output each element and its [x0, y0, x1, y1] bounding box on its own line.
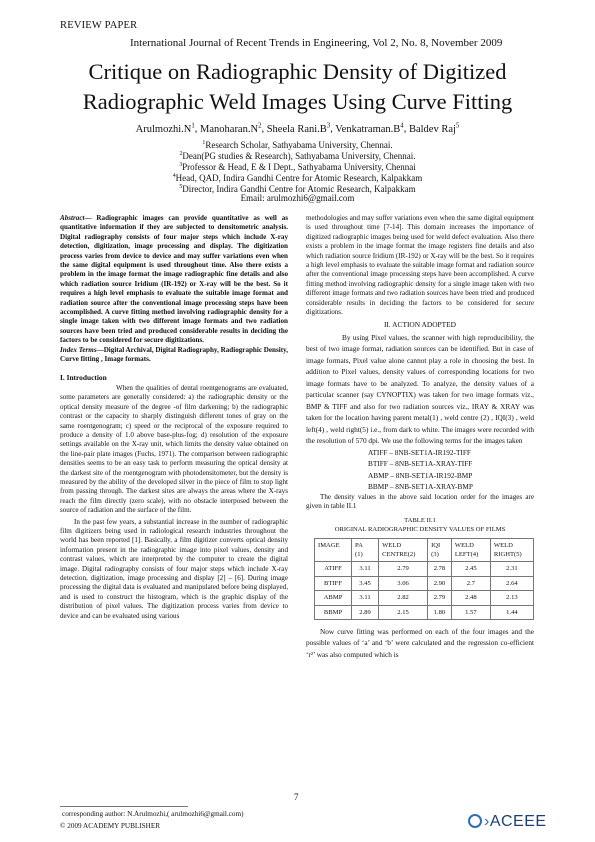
column-header: IQI (3) [428, 538, 452, 562]
affiliation: $^2$Dean(PG studies & Research), Sathyabama University, Chennai. [179, 151, 416, 161]
list-item: ATIFF – 8NB-SET1A-IR192-TIFF [368, 447, 471, 457]
aceee-logo-icon [468, 814, 482, 828]
paragraph: Now curve fitting was performed on each of the four images and the possible values of ‘a’ and ‘b’ were calculated and the regression co-efficient ‘r²’ was also computed which is [306, 626, 534, 659]
table-cell: 3.11 [352, 591, 379, 605]
table-cell: ABMP [315, 591, 352, 605]
list-item: BTIFF – 8NB-SET1A-XRAY-TIFF [368, 459, 473, 469]
table-cell: BTIFF [315, 576, 352, 590]
table-cell: 2.79 [379, 562, 428, 576]
index-terms-label: Index Terms [60, 345, 97, 354]
title-line-1: Critique on Radiographic Density of Digitized [88, 59, 507, 84]
paragraph: The density values in the above said location order for the images are given in table II.1 [306, 492, 534, 511]
affiliation: $^4$Head, QAD, Indira Gandhi Centre for Atomic Research, Kalpakkam [172, 173, 423, 183]
journal-name: International Journal of Recent Trends in Engineering, Vol 2, No. 8, November 2009 [130, 37, 503, 49]
column-header: IMAGE [315, 538, 352, 562]
table-cell: 2.90 [428, 576, 452, 590]
section-heading: I. Introduction [60, 372, 107, 382]
table-cell: 2.48 [451, 591, 490, 605]
table-cell: 2.64 [490, 576, 533, 590]
paragraph: By using Pixel values, the scanner with high reproducibility, the best of two image format, radiation sources can be identified. But in case of image formats, Pixel value alone cannot play a role in choosing the best. In addition to Pixel values, density values of corresponding locations for two image formats have to be analyzed. To analyze, the density values of a particular scanner (say CYNOPTIX) was taken for two image formats viz., BMP & TIFF and also for two radiation sources viz., IRAY & XRAY was taken for the location having parent metal(1) , weld centre (2) , IQI(3) , weld left(4) , weld right(5) i.e., from dark to white. The images were recorded with the resolution of 570 dpi. We use the following terms for the images taken [306, 332, 534, 446]
table-cell: 2.7 [451, 576, 490, 590]
logo-text: ACEEE [489, 813, 547, 830]
author: $Venkatraman.B^4$ [335, 122, 404, 135]
email: Email: arulmozhi6@gmail.com [240, 193, 355, 203]
table-cell: 3.45 [352, 576, 379, 590]
page-number: 7 [294, 792, 299, 802]
list-item: BBMP – 8NB-SET1A-XRAY-BMP [368, 482, 473, 492]
table-cell: 2.15 [379, 605, 428, 619]
table-cell: 1.44 [490, 605, 533, 619]
table-cell: 3.06 [379, 576, 428, 590]
table-caption: ORIGINAL RADIOGRAPHIC DENSITY VALUES OF FILMS [334, 526, 506, 534]
left-column [60, 214, 288, 621]
table-cell: 1.57 [451, 605, 490, 619]
author: Sheela $Rani.B^3$ [266, 122, 331, 135]
index-terms-text: —Digital Archival, Digital Radiography, Radiographic Density, Curve fitting , Image formats. [60, 345, 289, 364]
table-cell: 2.13 [490, 591, 533, 605]
author: $Arulmozhi.N^1$ [135, 122, 195, 135]
review-paper-label: REVIEW PAPER [60, 20, 138, 31]
table-cell: ATIFF [315, 562, 352, 576]
paragraph: methodologies and may suffer variations even when the same digital equipment is used throughout time [7-14]. This domain increases the importance of digitized radiographic images being used for weld defect evaluation. Also there exists a problem in the image format the image registers fine details and also which radiation source Iridium (IR-192) or X-ray will be the best. So it requires a high level emphasis to evaluate the suitable image format and radiation source after the conventional image processing steps have been accomplished. A curve fitting method involving radiographic density for a single image taken with two different image formats and two radiation sources have been tried and produced considerable results in deciding the factors to be considered for secure digitizations. [306, 214, 534, 317]
abstract-text: — Radiographic images can provide quantitative as well as quantitative information if they are subjected to densitometric analysis. Digital radiography consists of four major steps which include X-ray detection, digitization, image processing and display. The digitization process varies from device to device and may suffer variations even when the same digital equipment is used throughout time. Also there exists a problem in the image format the image radiographic fine details and also which radiation source Iridium (IR-192) or X-ray will be the best. So it requires a high level emphasis to evaluate the suitable image format and radiation source after the conventional image processing steps have been accomplished. A curve fitting method involving radiographic density for a single image taken with two different image formats and two radiation sources have been tried and produced considerable results in deciding the factors to be considered for secure digitizations. [60, 214, 288, 345]
list-item: ABMP – 8NB-SET1A-IR192-BMP [368, 470, 473, 480]
table-row [315, 562, 534, 576]
abstract-label: Abstract [60, 214, 85, 222]
table-cell: BBMP [315, 605, 352, 619]
footnote: corresponding author: N.Arulmozhi,( arulmozhi6@gmail.com) [62, 810, 244, 818]
table-row [315, 591, 534, 605]
table-cell: 3.11 [352, 562, 379, 576]
column-header: WELD LEFT(4) [451, 538, 490, 562]
column-header: WELD CENTRE(2) [379, 538, 428, 562]
paragraph: In the past few years, a substantial increase in the number of radiographic film digitizers being used in radiological research industries throughout the world has been reported [1]. Basically, a film digitizer converts optical density information present in the radiographic image into pixel values, density and contrast values, which are interpreted by the computer to create the digital image. Digital radiography consists of four major steps which include X-ray detection, digitization, image processing and display [2] – [6]. During image processing the digital data is evaluated and manipulated before being displayed, and is used to construct the histogram, which is the graphic display of the distribution of pixel values. The digitization process varies from device to device and can be evaluated using various [60, 517, 288, 620]
aceee-logo: ›ACEEE [468, 813, 547, 831]
author: Baldev Raj$^5$ [408, 122, 460, 135]
title-line-2: Radiographic Weld Images Using Curve Fitting [82, 89, 513, 114]
table-cell: 2.78 [428, 562, 452, 576]
paragraph: When the qualities of dental roentgenograms are evaluated, some parameters are generally considered: a) the radiographic density or the optical density measure of the degree -of film darkening; b) the radiographic contrast or the capacity to sharply distinguish different tones of gray on the same roentgenogram; c) speed or the reciprocal of the exposure required to produce a density of 1.0 above base-plus-fog; d) resolution of the exposure settings available on the X-ray unit, which limits the density value obtained on the line-pair plate images (Fuchs, 1971). The comparison between radiographic densities seems to be an easy task to perform measuring the optical density at the darkest site of the roentgenogram with photodensitometer, but the density is measured by the ability of the developed silver in the piece of film to stop light from passing through. The darkest sites are always the areas where the X-rays reach the film directly (zero scale), with no obstacle interposed between the source of radiation and the surface of the film. [60, 383, 288, 515]
column-header: WELD RIGHT(5) [490, 538, 533, 562]
affiliation: $^5$Director, Indira Gandhi Centre for Atomic Research, Kalpakkam [179, 184, 416, 194]
table-row [315, 576, 534, 590]
section-heading: II. ACTION ADOPTED [383, 320, 457, 330]
affiliation: $^1$Research Scholar, Sathyabama University, Chennai. [202, 140, 393, 150]
column-header: PA (1) [352, 538, 379, 562]
index-terms [60, 346, 288, 365]
author: $Manoharan.N^2$ [200, 122, 262, 135]
table-label: TABLE II.1 [404, 516, 436, 524]
table-cell: 2.89 [352, 605, 379, 619]
footnote-divider [60, 806, 188, 807]
table-cell: 2.79 [428, 591, 452, 605]
image-terms-list [306, 447, 534, 493]
density-table [314, 538, 534, 620]
paper-title [40, 57, 555, 117]
right-column [306, 214, 534, 660]
table-cell: 2.82 [379, 591, 428, 605]
table-cell: 2.45 [451, 562, 490, 576]
table-row [315, 605, 534, 619]
affiliation: $^3$Professor & Head, E & I Dept., Sathyabama University, Chennai [179, 162, 416, 172]
abstract [60, 214, 288, 346]
copyright: © 2009 ACADEMY PUBLISHER [60, 822, 161, 830]
table-cell: 2.31 [490, 562, 533, 576]
table-header-row [315, 538, 534, 562]
author-list: $Arulmozhi.N^1$, $Manoharan.N^2$, Sheela $Rani.B^3$, $Venkatraman.B^4$, Baldev Raj$^5$ [135, 122, 460, 135]
table-cell: 1.80 [428, 605, 452, 619]
